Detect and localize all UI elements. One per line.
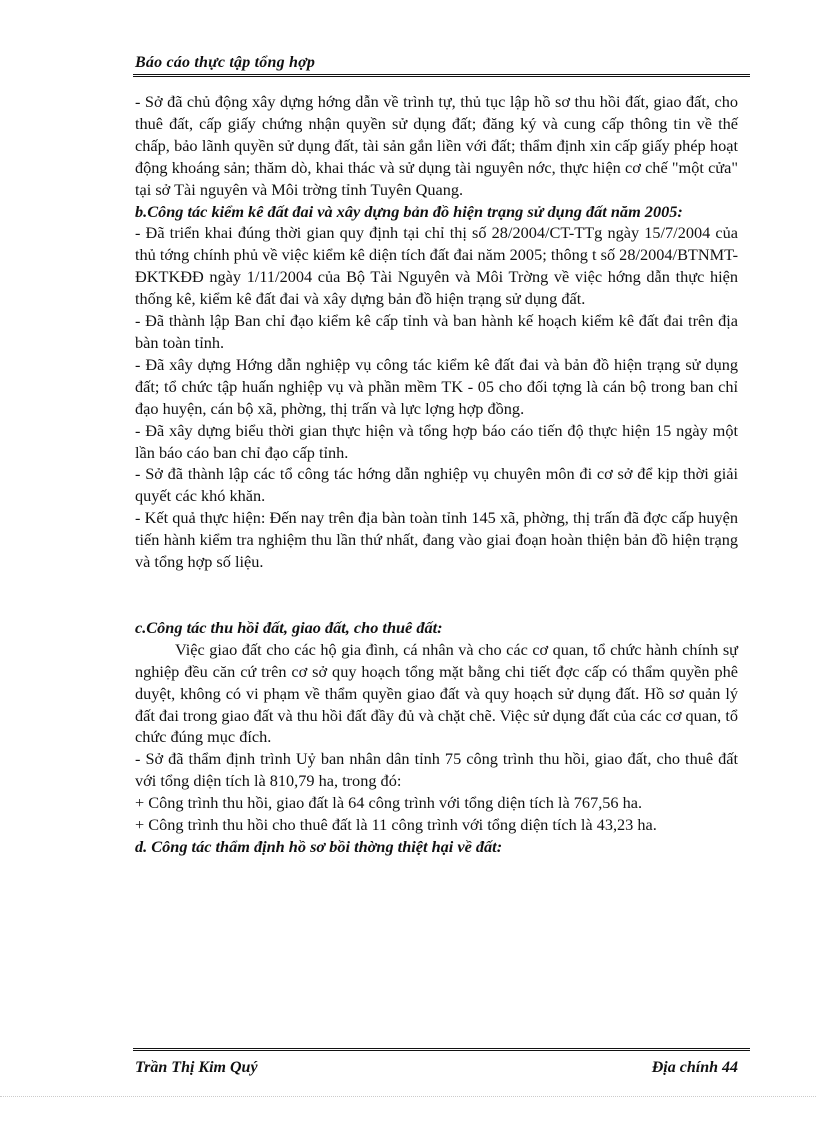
paragraph: Việc giao đất cho các hộ gia đình, cá nhân và cho các cơ quan, tổ chức hành chính sự nghiệp đều căn cứ trên cơ sở quy hoạch tổng mặt bằng chi tiết đợc cấp có thẩm quyền phê duyệt, không có vi phạm về thẩm quyền giao đất và quy hoạch sử dụng đất. Hồ sơ quản lý đất đai trong giao đất và thu hồi đất đầy đủ và chặt chẽ. Việc sử dụng đất của các cơ quan, tổ chức đúng mục đích. (135, 639, 738, 747)
paragraph: - Đã thành lập Ban chỉ đạo kiểm kê cấp tỉnh và ban hành kế hoạch kiểm kê đất đai trên địa bàn toàn tỉnh. (135, 311, 738, 352)
section-heading-c: c.Công tác thu hồi đất, giao đất, cho thuê đất: (135, 617, 443, 637)
paragraph: - Sở đã chủ động xây dựng hớng dẫn về trình tự, thủ tục lập hồ sơ thu hồi đất, giao đất, cho thuê đất, cấp giấy chứng nhận quyền sử dụng đất; đăng ký và cung cấp thông tin về thế chấp, bảo lãnh quyền sử dụng đất, tài sản gắn liền với đất; thẩm định xin cấp giấy phép hoạt động khoáng sản; thăm dò, khai thác và sử dụng tài nguyên nớc, thực hiện cơ chế "một cửa" tại sở Tài nguyên và Môi trờng tỉnh Tuyên Quang. (135, 92, 738, 199)
section-heading-d: d. Công tác thẩm định hồ sơ bồi thờng thiệt hại về đất: (135, 837, 503, 856)
paragraph: - Đã xây dựng Hớng dẫn nghiệp vụ công tác kiểm kê đất đai và bản đồ hiện trạng sử dụng đất; tổ chức tập huấn nghiệp vụ và phần mềm TK - 05 cho đối tợng là cán bộ trong ban chỉ đạo huyện, cán bộ xã, phờng, thị trấn và lực lợng hợp đồng. (135, 354, 738, 418)
paragraph: - Kết quả thực hiện: Đến nay trên địa bàn toàn tỉnh 145 xã, phờng, thị trấn đã đợc cấp huyện tiến hành kiểm tra nghiệm thu lần thứ nhất, đang vào giai đoạn hoàn thiện bản đồ hiện trạng và tổng hợp số liệu. (135, 508, 738, 572)
footer-author: Trần Thị Kim Quý (135, 1059, 258, 1076)
header-title: Báo cáo thực tập tổng hợp (135, 54, 316, 71)
paragraph: + Công trình thu hồi cho thuê đất là 11 công trình với tổng diện tích là 43,23 ha. (135, 815, 657, 835)
page-edge-divider (0, 1096, 816, 1097)
blank-space (135, 573, 738, 617)
section-heading-b: b.Công tác kiểm kê đất đai và xây dựng bản đồ hiện trạng sử dụng đất năm 2005: (135, 201, 683, 221)
paragraph: + Công trình thu hồi, giao đất là 64 công trình với tổng diện tích là 767,56 ha. (135, 793, 643, 813)
paragraph: - Sở đã thẩm định trình Uỷ ban nhân dân tỉnh 75 công trình thu hồi, giao đất, cho thuê đất với tổng diện tích là 810,79 ha, trong đó: (135, 749, 738, 791)
paragraph: - Sở đã thành lập các tổ công tác hớng dẫn nghiệp vụ chuyên môn đi cơ sở để kịp thời giải quyết các khó khăn. (135, 464, 738, 506)
paragraph: - Đã xây dựng biểu thời gian thực hiện và tổng hợp báo cáo tiến độ thực hiện 15 ngày một lần báo cáo ban chỉ đạo cấp tỉnh. (135, 420, 738, 462)
paragraph: - Đã triển khai đúng thời gian quy định tại chỉ thị số 28/2004/CT-TTg ngày 15/7/2004 của thủ tớng chính phủ về việc kiểm kê diện tích đất đai năm 2005; thông t số 28/2004/BTNMT-ĐKTKĐĐ ngày 1/11/2004 của Bộ Tài Nguyên và Môi Trờng về việc hớng dẫn thực hiện thống kê, kiểm kê đất đai và xây dựng bản đồ hiện trạng sử dụng đất. (135, 223, 738, 309)
page-footer (133, 1048, 750, 1081)
page-header (133, 46, 750, 77)
footer-class: Địa chính 44 (651, 1059, 738, 1076)
document-body (135, 91, 738, 858)
